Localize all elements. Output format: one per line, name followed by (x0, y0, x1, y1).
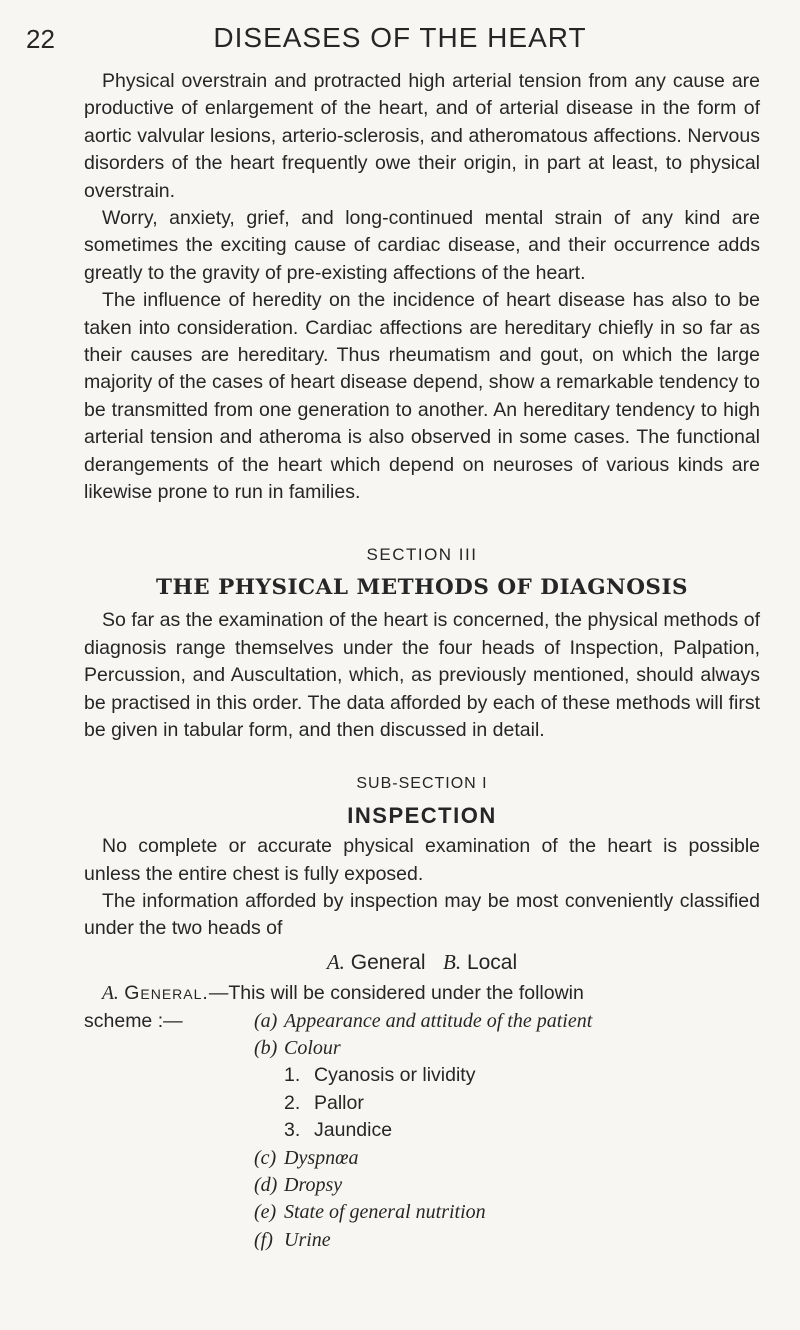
subsection-label: SUB-SECTION I (356, 775, 488, 793)
scheme-item-mark: (b) (254, 1037, 278, 1059)
scheme-item-text: Pallor (314, 1091, 364, 1114)
page-number: 22 (26, 24, 55, 54)
scheme-item-mark: 1. (284, 1064, 301, 1087)
scheme-item-text: Jaundice (314, 1119, 393, 1142)
scheme-item (284, 1062, 760, 1089)
paragraph: The information afforded by inspection may be most conveniently classified under the two heads of (84, 889, 760, 940)
general-letter: A. (102, 983, 119, 1005)
head-a-letter: A. (326, 949, 345, 974)
scheme-item (254, 1199, 760, 1226)
scheme-item-text: Colour (284, 1037, 341, 1059)
paragraph: No complete or accurate physical examination of the heart is possible unless the entire chest is fully exposed. (84, 835, 760, 885)
section-title: THE PHYSICAL METHODS OF DIAGNOSIS (155, 574, 689, 600)
scheme-item (254, 1227, 760, 1254)
scheme-item-mark: (e) (254, 1201, 277, 1224)
general-text: —This will be considered under the followin (208, 982, 584, 1005)
scheme-item-text: Dyspnœa (284, 1146, 359, 1169)
scheme-item-mark: (f) (254, 1228, 273, 1251)
scheme-label: scheme :— (84, 1009, 183, 1032)
paragraph: The influence of heredity on the incidence of heart disease has also to be taken into consideration. Cardiac affections are hereditary chiefly in so far as their causes are hereditary. Thus rheumatism and gout, on which the large majority of the cases of heart disease depend, show a remarkable tendency to be transmitted from one generation to another. An hereditary tendency to high arterial tension and atheroma is also observed in some cases. The functional derangements of the heart which depend on neuroses of various kinds are likewise prone to run in families. (84, 289, 760, 504)
scheme-item (254, 1145, 760, 1172)
general-caps: General. (124, 982, 209, 1005)
subsection-title: INSPECTION (347, 802, 497, 828)
scheme-item (254, 1172, 760, 1199)
scheme-item-mark: (a) (254, 1009, 278, 1032)
scheme-list (84, 1008, 760, 1255)
running-head: DISEASES OF THE HEART (213, 22, 587, 53)
scheme-items (254, 1008, 760, 1255)
paragraph: So far as the examination of the heart is concerned, the physical methods of diagnosis range themselves under the four heads of Inspection, Palpation, Percussion, and Auscultation, which, as previously mentioned, should always be practised in this order. The data afforded by each of these methods will first be given in tabular form, and then discussed in detail. (84, 609, 760, 741)
head-b-text: Local (466, 950, 518, 974)
paragraph: Worry, anxiety, grief, and long-continued mental strain of any kind are sometimes the exciting cause of cardiac disease, and their occurrence adds greatly to the gravity of pre-existing affections of the heart. (84, 207, 760, 284)
scheme-item (254, 1008, 760, 1035)
scheme-item-text: Dropsy (284, 1174, 343, 1197)
section-label: SECTION III (366, 544, 478, 564)
general-intro (84, 980, 760, 1007)
scheme-item (284, 1090, 760, 1117)
paragraph: Physical overstrain and protracted high arterial tension from any cause are productive of enlargement of the heart, and of arterial disease in the form of aortic valvular lesions, arterio-sclerosis, and atheromatous affections. Nervous disorders of the heart frequently owe their origin, in part at least, to physical overstrain. (84, 70, 760, 202)
page-header (0, 22, 800, 58)
scheme-item (284, 1117, 760, 1144)
classification-heads (84, 949, 760, 976)
scheme-item-text: State of general nutrition (284, 1201, 486, 1224)
head-a-text: General (350, 950, 426, 974)
scheme-item-text: Appearance and attitude of the patient (284, 1009, 593, 1032)
scheme-item-mark: (d) (254, 1174, 278, 1197)
head-b-letter: B. (443, 949, 462, 974)
scheme-item-mark: (c) (254, 1146, 277, 1169)
scheme-item-text: Cyanosis or lividity (314, 1064, 476, 1087)
scheme-item-text: Urine (284, 1228, 331, 1251)
scheme-item (254, 1035, 760, 1062)
page-body (84, 68, 760, 1254)
scheme-item-mark: 2. (284, 1091, 301, 1114)
scheme-item-mark: 3. (284, 1119, 301, 1142)
